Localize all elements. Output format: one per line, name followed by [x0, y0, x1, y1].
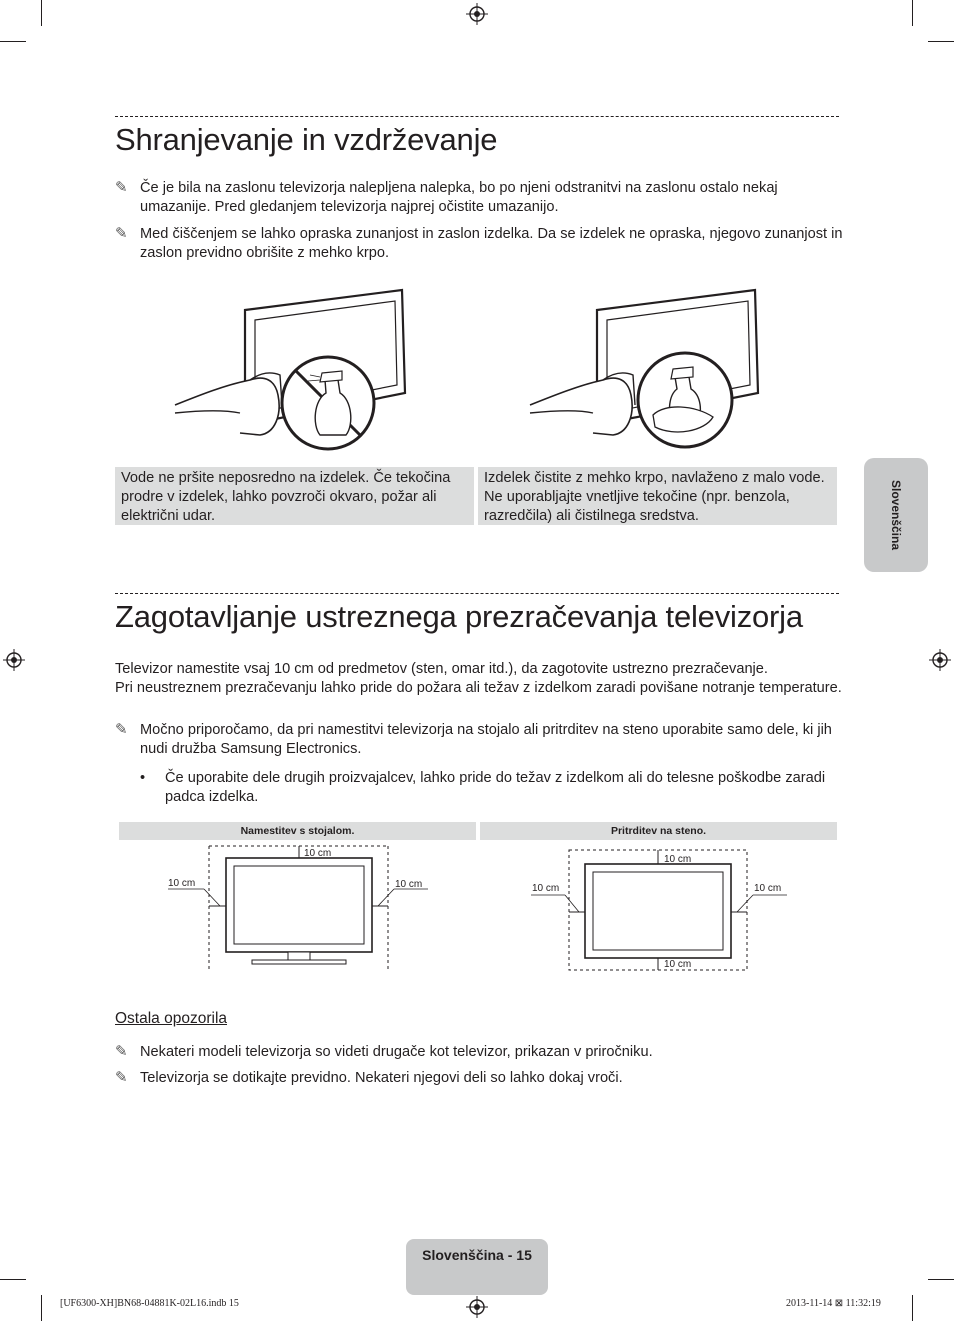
registration-mark-icon — [3, 649, 25, 671]
crop-mark — [928, 41, 954, 42]
note: ✎ Močno priporočamo, da pri namestitvi televizorja na stojalo ali pritrditev na steno uporabite samo dele, ki jih nudi družba Samsung Electronics. — [115, 721, 832, 757]
distance-bottom-wall: 10 cm — [664, 959, 692, 970]
pencil-note-icon: ✎ — [115, 1043, 128, 1060]
note: ✎ Nekateri modeli televizorja so videti drugače kot televizor, prikazan v priročniku. — [115, 1043, 653, 1060]
section-title-storage: Shranjevanje in vzdrževanje — [115, 122, 498, 157]
page-number-box — [406, 1239, 548, 1295]
distance-right-wall: 10 cm — [754, 883, 782, 894]
crop-mark — [912, 1295, 913, 1321]
pencil-note-icon: ✎ — [115, 225, 128, 242]
registration-mark-icon — [929, 649, 951, 671]
registration-mark-icon — [466, 1296, 488, 1318]
illustration-no-spray — [170, 285, 415, 455]
ventilation-intro: Televizor namestite vsaj 10 cm od predmetov (sten, omar itd.), da zagotovite ustrezno prezračevanje. Pri neustreznem prezračevanju lahko pride do požara ali težav z izdelkom zaradi povišane notranje temperature. — [115, 661, 842, 696]
stand-diagram — [160, 842, 440, 974]
footer-timestamp: 2013-11-14 ⊠ 11:32:19 — [786, 1298, 881, 1309]
registration-mark-icon — [466, 3, 488, 25]
prohibited-spray-icon — [282, 357, 374, 449]
note: ✎ Televizorja se dotikajte previdno. Nekateri njegovi deli so lahko dokaj vroči. — [115, 1069, 623, 1086]
crop-mark — [0, 1279, 26, 1280]
cloth-spray-icon — [638, 353, 732, 447]
bullet-item: • Če uporabite dele drugih proizvajalcev, lahko pride do težav z izdelkom ali do telesne poškodbe zaradi padca izdelka. — [140, 770, 826, 805]
distance-top-stand: 10 cm — [304, 848, 332, 859]
wall-label: Pritrditev na steno. — [480, 822, 837, 840]
pencil-note-icon: ✎ — [115, 721, 128, 738]
stand-label: Namestitev s stojalom. — [119, 822, 476, 840]
section-title-ventilation: Zagotavljanje ustreznega prezračevanja televizorja — [115, 599, 803, 634]
crop-mark — [912, 0, 913, 26]
distance-top-wall: 10 cm — [664, 854, 692, 865]
crop-mark — [41, 1295, 42, 1321]
pencil-note-icon: ✎ — [115, 1069, 128, 1086]
distance-right-stand: 10 cm — [395, 879, 423, 890]
crop-mark — [928, 1279, 954, 1280]
crop-mark — [0, 41, 26, 42]
page-number: Slovenščina - 15 — [422, 1247, 532, 1263]
note: ✎ Če je bila na zaslonu televizorja nalepljena nalepka, bo po njeni odstranitvi na zaslonu ostalo nekaj umazanije. Pred gledanjem televizorja najprej očistite umazanijo. — [115, 179, 778, 215]
caption-soft-cloth: Izdelek čistite z mehko krpo, navlaženo z malo vode. Ne uporabljajte vnetljive tekočine (npr. benzola, razredčila) ali čistilnega sredstva. — [478, 467, 837, 525]
caption-no-spray: Vode ne pršite neposredno na izdelek. Če tekočina prodre v izdelek, lahko povzroči okvaro, požar ali električni udar. — [115, 467, 474, 525]
section-title-other: Ostala opozorila — [115, 1010, 228, 1027]
wall-diagram — [525, 846, 795, 974]
crop-mark — [41, 0, 42, 26]
illustration-soft-cloth — [525, 285, 770, 455]
section-divider — [115, 593, 839, 594]
bullet-mark: • — [140, 770, 146, 786]
language-side-tab: Slovenščina — [864, 458, 928, 572]
footer-file-info: [UF6300-XH]BN68-04881K-02L16.indb 15 — [60, 1298, 239, 1309]
distance-left-stand: 10 cm — [168, 878, 196, 889]
note: ✎ Med čiščenjem se lahko opraska zunanjost in zaslon izdelka. Da se izdelek ne opraska, njegovo zunanjost in zaslon previdno obrišite z mehko krpo. — [115, 225, 843, 261]
pencil-note-icon: ✎ — [115, 179, 128, 196]
section-divider — [115, 116, 839, 117]
distance-left-wall: 10 cm — [532, 883, 560, 894]
